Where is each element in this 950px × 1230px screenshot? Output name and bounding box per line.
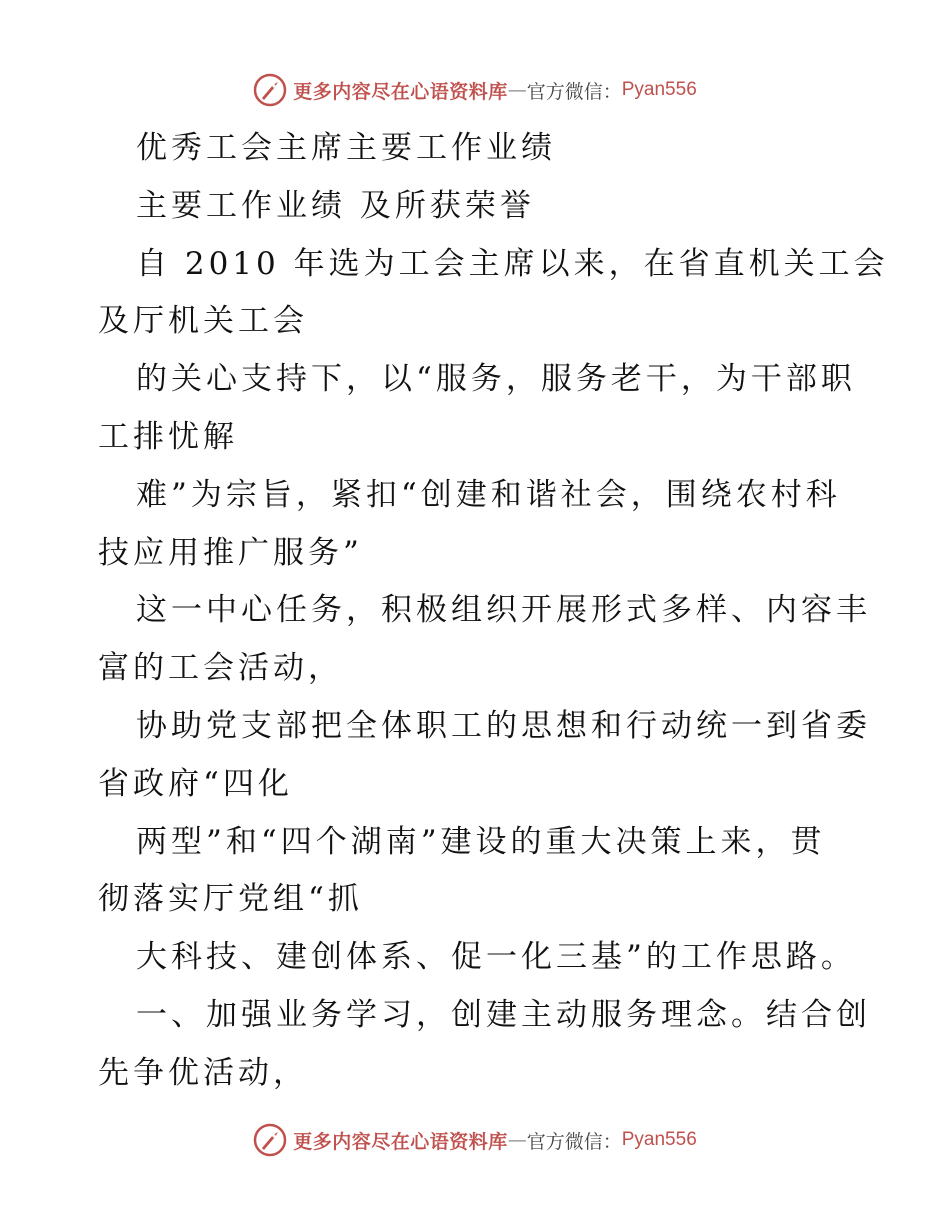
banner-separator: — bbox=[507, 79, 527, 101]
banner-text: 更多内容尽在心语资料库 bbox=[293, 1130, 508, 1153]
footer-watermark-banner bbox=[0, 1120, 950, 1160]
paragraph-line: 富的工会活动， bbox=[98, 650, 343, 687]
paragraph-line: 两型”和“四个湖南”建设的重大决策上来，贯 bbox=[136, 823, 826, 860]
paragraph-line: 难”为宗旨，紧扣“创建和谐社会，围绕农村科 bbox=[136, 476, 841, 513]
doc-title: 优秀工会主席主要工作业绩 bbox=[136, 130, 556, 166]
banner-account: Pyan556 bbox=[621, 79, 697, 100]
banner-text: 更多内容尽在心语资料库 bbox=[293, 80, 508, 103]
paragraph-line: 工排忧解 bbox=[98, 418, 238, 455]
paragraph-line: 彻落实厅党组“抓 bbox=[98, 881, 363, 918]
paragraph-line: 一、加强业务学习，创建主动服务理念。结合创 bbox=[136, 996, 871, 1033]
paragraph-line: 省政府“四化 bbox=[98, 765, 293, 802]
banner-label: 官方微信： bbox=[526, 1130, 622, 1153]
pen-nib-logo-icon bbox=[253, 1123, 287, 1157]
banner-account: Pyan556 bbox=[621, 1129, 697, 1150]
paragraph-line: 这一中心任务，积极组织开展形式多样、内容丰 bbox=[136, 592, 871, 629]
paragraph-line: 自 2010 年选为工会主席以来，在省直机关工会 bbox=[136, 245, 889, 282]
header-watermark-banner bbox=[0, 70, 950, 110]
banner-label: 官方微信： bbox=[526, 80, 622, 103]
document-body bbox=[98, 120, 889, 1103]
doc-subtitle: 主要工作业绩 及所获荣誉 bbox=[136, 187, 535, 224]
paragraph-line: 技应用推广服务” bbox=[98, 534, 363, 571]
banner-separator: — bbox=[507, 1129, 527, 1151]
paragraph-line: 大科技、建创体系、促一化三基”的工作思路。 bbox=[136, 939, 856, 976]
paragraph-line: 协助党支部把全体职工的思想和行动统一到省委 bbox=[136, 707, 871, 744]
paragraph-line: 及厅机关工会 bbox=[98, 303, 308, 340]
paragraph-line: 的关心支持下，以“服务，服务老干，为干部职 bbox=[136, 361, 856, 398]
pen-nib-logo-icon bbox=[253, 73, 287, 107]
paragraph-line: 先争优活动， bbox=[98, 1054, 308, 1091]
